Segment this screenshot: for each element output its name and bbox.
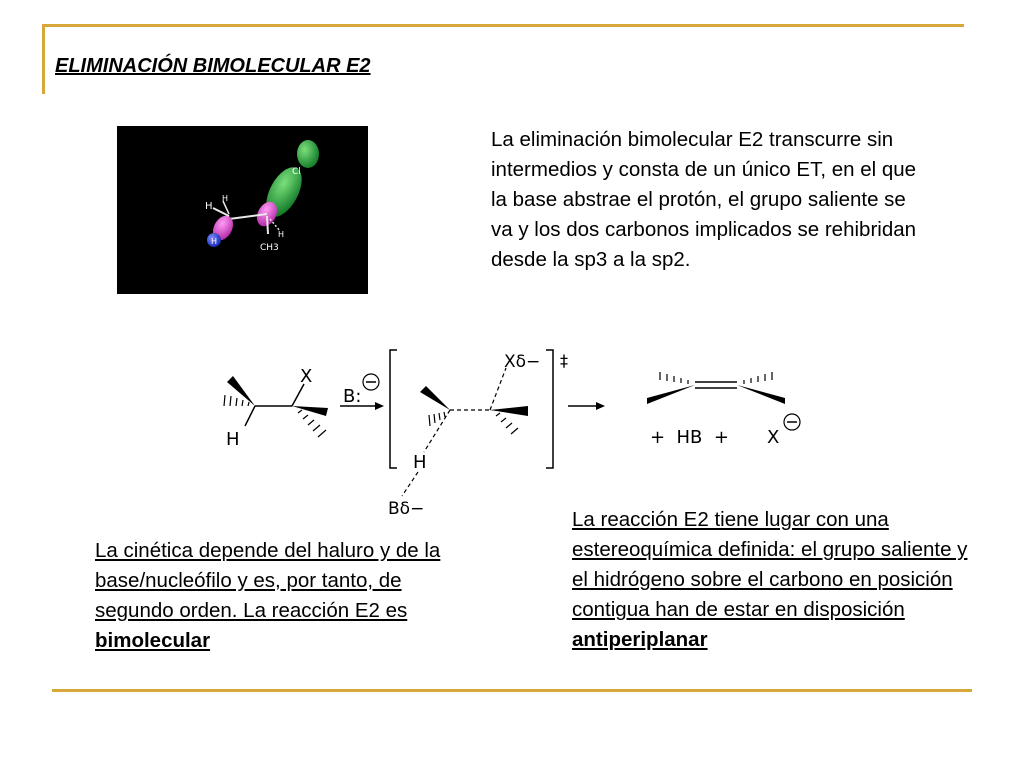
ts-x-label: Xδ− bbox=[504, 352, 541, 372]
base-label: B: bbox=[343, 386, 362, 407]
label-h-blue: H bbox=[211, 237, 218, 246]
stereo-text: La reacción E2 tiene lugar con una estereoquímica definida: el grupo saliente y el hidrógeno sobre el carbono en posición contigua han de estar en disposición bbox=[572, 508, 968, 621]
molecular-model-image bbox=[117, 126, 368, 294]
stereochemistry-paragraph bbox=[572, 505, 972, 655]
product-x-label: X bbox=[767, 427, 780, 448]
transition-state bbox=[388, 350, 568, 519]
bottom-rule bbox=[52, 689, 972, 692]
double-dagger: ‡ bbox=[560, 351, 568, 370]
label-h-left: H bbox=[205, 201, 213, 212]
arrow-2-head bbox=[596, 402, 605, 410]
left-rule bbox=[42, 24, 45, 94]
reactant bbox=[224, 366, 328, 450]
label-ch3: CH3 bbox=[260, 243, 279, 253]
kinetics-paragraph bbox=[95, 536, 485, 656]
e2-reaction-scheme bbox=[200, 340, 820, 530]
bond-ch3 bbox=[267, 216, 268, 234]
label-h-right: H bbox=[278, 230, 285, 239]
label-cl: Cl bbox=[292, 167, 301, 177]
label-h-top: H bbox=[222, 194, 229, 203]
slide-title: ELIMINACIÓN BIMOLECULAR E2 bbox=[55, 55, 371, 77]
ts-b-label: Bδ− bbox=[388, 499, 425, 519]
products-label: + HB + bbox=[650, 427, 729, 448]
stereo-bold: antiperiplanar bbox=[572, 628, 708, 651]
reactant-h-label: H bbox=[226, 429, 240, 450]
arrow-1-head bbox=[375, 402, 384, 410]
molecular-model-drawing bbox=[117, 126, 368, 294]
reactant-x-label: X bbox=[300, 366, 313, 387]
chlorine-lobe bbox=[297, 140, 319, 168]
kinetics-bold: bimolecular bbox=[95, 629, 211, 652]
alkene-product bbox=[647, 372, 785, 404]
intro-paragraph: La eliminación bimolecular E2 transcurre sin intermedios y consta de un único ET, en el que la base abstrae el protón, el grupo saliente se va y los dos carbonos implicados se rehibridan desde la sp3 a la sp2. bbox=[491, 128, 917, 271]
kinetics-text: La cinética depende del haluro y de la base/nucleófilo y es, por tanto, de segundo orden. La reacción E2 es bbox=[95, 539, 441, 622]
top-rule bbox=[42, 24, 964, 27]
ts-h-label: H bbox=[413, 452, 427, 473]
